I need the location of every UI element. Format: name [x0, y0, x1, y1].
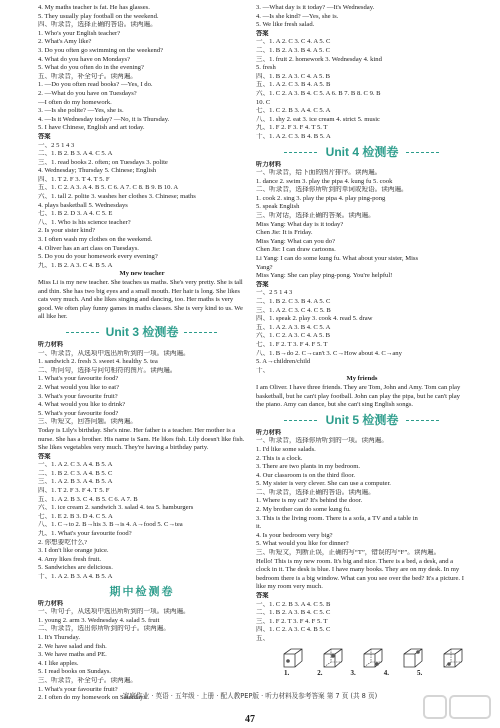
- midterm-line: 1. young 2. arm 3. Wednesday 4. salad 5. fruit: [38, 616, 160, 624]
- unit4-line: 七、1. F 2. T 3. F 4. F 5. T: [256, 340, 328, 348]
- unit4-line: 四、1. speak 2. play 3. cook 4. read 5. draw: [256, 315, 373, 323]
- midterm-answer-line: 十、1. A 2. C 3. B 4. B 5. A: [256, 132, 331, 140]
- unit3-line: 2. What would you like to eat?: [38, 383, 119, 391]
- unit4-content: [256, 161, 468, 376]
- midterm-answer-line: 七、1. C 2. B 3. A 4. C 5. A: [256, 107, 331, 115]
- unit4-line: Miss Yang: What can you do?: [256, 237, 335, 245]
- unit3-answer-line: 十、1. A 2. B 3. A 4. B 5. A: [38, 573, 113, 580]
- left-line: 五、1. C 2. A 3. A 4. B 5. C 6. A 7. C 8. B 9. B 10. A: [38, 184, 179, 192]
- unit5-listening: [256, 429, 468, 558]
- unit3-answer-line: 二、1. B 2. C 3. A 4. B 5. C: [38, 469, 113, 477]
- unit5-answer-line: 三、1. F 2. T 3. F 4. F 5. T: [256, 617, 328, 625]
- left-line: 六、1. tall 2. polite 3. washes her clothes 3. Chinese; maths: [38, 193, 196, 201]
- unit5-answer-line: 二、1. B 2. A 3. B 4. C 5. C: [256, 609, 331, 617]
- friends-text: I am Oliver. I have three friends. They are Tom, John and Amy. Tom can play basketball, but he can't play football. John can play the pipa, but he can't play the piano. Amy can dance, but she can't sing English songs.: [256, 383, 461, 409]
- left-line: 4. plays basketball 5. Wednesdays: [38, 201, 128, 209]
- left-line: 4. My maths teacher is fat. He has glasses.: [38, 4, 150, 11]
- unit4-line: Yang?: [256, 263, 273, 271]
- right-column: [256, 4, 468, 677]
- unit5-answers: [256, 592, 468, 644]
- unit5-line: 2. My brother can do some kung fu.: [256, 506, 351, 514]
- cube-figures: [282, 647, 468, 669]
- cube-figure-1: [282, 647, 304, 669]
- unit4-line: 1. dance 2. swim 3. play the pipa 4. kung fu 5. cook: [256, 177, 393, 185]
- unit4-line: 5. A→children/child: [256, 358, 311, 366]
- unit3-answer-line: 答案: [38, 452, 51, 460]
- unit5-line: 二、听录音，选择正确的答语。读两遍。: [256, 488, 375, 496]
- unit5-line: 听力材料: [256, 428, 282, 436]
- left-line: 七、1. B 2. D 3. A 4. C 5. E: [38, 210, 113, 218]
- cube-figure-5: [442, 647, 464, 669]
- essay-title: My new teacher: [119, 270, 165, 278]
- unit3-answer-line: 5. Sandwiches are delicious.: [38, 564, 113, 572]
- midterm-answer-line: 10. C: [256, 98, 271, 106]
- unit3-line: 听力材料: [38, 340, 64, 348]
- midterm-listening: [38, 600, 246, 703]
- unit3-line: 一、听录音，从选项中选出所听到的一项。读两遍。: [38, 349, 190, 357]
- unit5-heading: Unit 5 检测卷: [256, 412, 468, 428]
- left-line: 5. I have Chinese, English and art today.: [38, 124, 145, 132]
- unit3-answer-line: 四、1. T 2. F 3. F 4. T 5. F: [38, 487, 110, 495]
- left-line: 九、1. B 2. A 3. C 4. B 5. A: [38, 261, 113, 269]
- left-line: 5. They usually play football on the weekend.: [38, 12, 159, 20]
- midterm-answer-line: 四、1. B 2. A 3. C 4. A 5. B: [256, 72, 331, 80]
- left-line: 4. —Is it Wednesday today? —No, it is Thursday.: [38, 115, 170, 123]
- left-line: 4. What do you have on Mondays?: [38, 55, 130, 63]
- midterm-answer-line: 答案: [256, 29, 269, 37]
- cube-labels: [284, 669, 468, 678]
- left-answer-block: [38, 4, 246, 270]
- unit5-line: it.: [256, 523, 262, 531]
- unit4-line: Li Yang: I can do some kung fu. What about your sister, Miss: [256, 255, 419, 263]
- left-line: 三、1. read books 2. often; on Tuesdays 3. polite: [38, 158, 168, 166]
- unit3-answer-line: 一、1. A 2. C 3. A 4. B 5. A: [38, 461, 113, 469]
- cube-label: 2.: [317, 668, 323, 677]
- unit3-heading: Unit 3 检测卷: [38, 324, 246, 340]
- left-line: 1. —Do you often read books? —Yes, I do.: [38, 81, 153, 89]
- left-line: 二、1. B 2. B 3. A 4. C 5. A: [38, 150, 113, 158]
- unit3-answer-line: 3. I don't like orange juice.: [38, 547, 109, 555]
- unit4-line: 一、2 5 1 4 3: [256, 289, 293, 297]
- cube-label: 4.: [383, 668, 389, 677]
- watermark-logo-icon: [422, 692, 494, 722]
- midterm-answer-line: 5. fresh: [256, 64, 276, 72]
- unit3-line: 1. sandwich 2. fresh 3. sweet 4. healthy 5. tea: [38, 358, 158, 366]
- left-line: —I often do my homework.: [38, 98, 112, 106]
- unit5-line: 2. This is a clock.: [256, 454, 303, 462]
- left-line: 2. —What do you have on Tuesdays?: [38, 89, 137, 97]
- midterm-answer-line: 八、1. shy 2. eat 3. ice cream 4. strict 5. music: [256, 115, 380, 123]
- unit3-answer-line: 六、1. ice cream 2. sandwich 3. salad 4. tea 5. hamburgers: [38, 504, 194, 512]
- unit4-line: 听力材料: [256, 160, 282, 168]
- unit3-answer-line: 2. 你想要吃什么?: [38, 538, 88, 546]
- midterm-line: 3. We have maths and PE.: [38, 651, 107, 659]
- unit3-answer-line: 4. Amy likes fresh fruit.: [38, 555, 101, 563]
- unit4-line: 一、听录音，给下面的图片排序。读两遍。: [256, 169, 382, 177]
- midterm-line: 5. I read books on Sundays.: [38, 668, 112, 676]
- left-line: 5. Do you do your homework every evening?: [38, 253, 158, 261]
- left-line: 一、2 5 1 4 3: [38, 141, 75, 149]
- left-line: 2. Is your sister kind?: [38, 227, 95, 235]
- midterm-answer-line: 三、1. fruit 2. homework 3. Wednesday 4. kind: [256, 55, 382, 63]
- unit5-answer-line: 一、1. C 2. B 3. A 4. C 5. B: [256, 600, 331, 608]
- unit3-line: 三、听短文，回答问题。读两遍。: [38, 418, 137, 426]
- cube-label: 1.: [284, 668, 290, 677]
- unit4-line: 5. speak English: [256, 203, 300, 211]
- unit3-answer-line: 八、1. C→to 2. B→his 3. B→is 4. A→food 5. C→tea: [38, 521, 183, 529]
- unit5-answer-line: 五、: [256, 634, 270, 642]
- unit4-line: 1. cook 2. sing 3. play the pipa 4. play ping-pong: [256, 194, 386, 202]
- midterm-line: 听力材料: [38, 599, 64, 607]
- left-line: 五、听录音，补全句子。读两遍。: [38, 72, 137, 80]
- unit5-passage: Hello! This is my new room. It's big and nice. There is a bed, a desk, and a clock in it. The desk is blue. I have many books. They are on my desk. In my bedroom there is a big window. What can you see over the bed? It's a picture. I like my room very much.: [256, 557, 464, 591]
- unit5-line: 5. My sister is very clever. She can use a computer.: [256, 480, 391, 488]
- unit3-line: 二、听问句，选择与问句相符的图片。读两遍。: [38, 366, 177, 374]
- unit3-listening: [38, 341, 246, 427]
- unit5-line: 3. This is the living room. There is a sofa, a TV and a table in: [256, 514, 418, 522]
- unit4-line: Chen Jie: I can draw cartoons.: [256, 246, 336, 254]
- midterm-line: 二、听录音，选出你所听到的句子。读两遍。: [38, 625, 170, 633]
- unit4-heading: Unit 4 检测卷: [256, 144, 468, 160]
- unit4-line: 八、1. B→do 2. C→can't 3. C→How about 4. C→any: [256, 349, 402, 357]
- cube-label: 3.: [350, 668, 356, 677]
- unit5-line: 三、听短文，判断正误，正确的写“T”，错误的写“F”。读两遍。: [256, 549, 441, 557]
- left-line: 3. Do you often go swimming on the weekend?: [38, 46, 164, 54]
- unit4-line: Miss Yang: She can play ping-pong. You're helpful!: [256, 272, 393, 280]
- midterm-answer-line: 六、1. C 2. A 3. B 4. C 5. A 6. B 7. B 8. C 9. B: [256, 89, 381, 97]
- left-line: 2. What's Amy like?: [38, 38, 92, 46]
- left-line: 答案: [38, 132, 51, 140]
- unit4-line: Chen Jie: It is Friday.: [256, 229, 313, 237]
- unit3-answers: [38, 453, 246, 582]
- left-line: 5. What do you often do in the evening?: [38, 64, 144, 72]
- unit5-answer-line: 四、1. C 2. A 3. C 4. B 5. C: [256, 626, 331, 634]
- left-line: 4. Oliver has an art class on Tuesdays.: [38, 244, 139, 252]
- left-line: 4. Wednesday; Thursday 5. Chinese; English: [38, 167, 157, 175]
- unit3-answer-line: 七、1. E 2. B 3. D 4. C 5. A: [38, 512, 113, 520]
- left-line: 四、1. T 2. F 3. T 4. T 5. F: [38, 175, 110, 183]
- midterm-line: 一、听句子，从选项中选出所听到的一项。读两遍。: [38, 608, 190, 616]
- cube-figure-2: [322, 647, 344, 669]
- unit4-line: 十、: [256, 366, 270, 374]
- unit4-line: 六、1. C 2. A 3. C 4. A 5. B: [256, 332, 331, 340]
- midterm-answers: [256, 4, 468, 142]
- unit5-line: 一、听录音，选择你所听到的一项。读两遍。: [256, 437, 388, 445]
- unit4-line: 三、1. A 2. C 3. C 4. C 5. B: [256, 306, 331, 314]
- midterm-answer-line: 九、1. F 2. F 3. F 4. T 5. T: [256, 124, 328, 132]
- unit5-line: 1. I'd like some salads.: [256, 445, 316, 453]
- left-column: [38, 4, 246, 703]
- unit3-line: 1. What's your favourite food?: [38, 375, 119, 383]
- unit4-line: 二、听录音，选择你所听到的单词或短语。读两遍。: [256, 186, 408, 194]
- page-number: 47: [245, 714, 255, 725]
- unit3-answer-line: 三、1. A 2. B 3. A 4. B 5. A: [38, 478, 113, 486]
- midterm-answer-line: 3. —What day is it today? —It's Wednesday.: [256, 4, 375, 11]
- cube-figure-3: [362, 647, 384, 669]
- friends-title: My friends: [346, 375, 378, 383]
- midterm-line: 三、听录音，补全句子。读两遍。: [38, 676, 137, 684]
- left-line: 八、1. Who is his science teacher?: [38, 218, 131, 226]
- cube-label: 5.: [417, 668, 423, 677]
- midterm-answer-line: 4. —Is she kind? —Yes, she is.: [256, 12, 339, 20]
- midterm-line: 2. I often do my homework on Saturdays.: [38, 694, 148, 702]
- unit5-line: 3. There are two plants in my bedroom.: [256, 463, 361, 471]
- midterm-answer-line: 5. We like fresh salad.: [256, 21, 315, 29]
- midterm-answer-line: 五、1. A 2. C 3. B 4. A 5. B: [256, 81, 331, 89]
- cube-figure-4: [402, 647, 424, 669]
- unit3-line: 4. What would you like to drink?: [38, 401, 126, 409]
- unit5-line: 5. What would you like for dinner?: [256, 540, 349, 548]
- essay-text: Miss Li is my new teacher. She teaches us maths. She's very pretty. She is tall and thin. She has two big eyes and a small mouth. Her hair is long. She likes cats very much. And she likes singing and dancing, too. Her maths is very good. We often play funny games in maths classes. She is very kind to us. We all like her.: [38, 279, 243, 321]
- unit4-line: 二、1. B 2. C 3. B 4. A 5. C: [256, 298, 331, 305]
- midterm-heading: 期中检测卷: [109, 584, 175, 598]
- unit3-answer-line: 九、1. What's your favourite food?: [38, 530, 132, 538]
- left-line: 3. I often wash my clothes on the weekend.: [38, 236, 153, 244]
- unit3-line: 5. What's your favourite food?: [38, 409, 119, 417]
- unit3-answer-line: 五、1. A 2. B 3. C 4. B 5. C 6. A 7. B: [38, 495, 138, 503]
- midterm-line: 2. We have salad and fish.: [38, 642, 107, 650]
- unit3-line: 3. What's your favourite fruit?: [38, 392, 118, 400]
- unit4-line: 三、听对话，选择正确的答案。读两遍。: [256, 212, 375, 220]
- unit4-line: Miss Yang: What day is it today?: [256, 220, 344, 228]
- unit3-passage: Today is Lily's birthday. She's nine. Her father is a teacher. Her mother is a nurse. She has a brother. His name is Sam. He likes fish. Lily doesn't like fish. She likes vegetables very much. They're having a birthday party.: [38, 426, 245, 452]
- unit5-line: 4. Is your bedroom very big?: [256, 531, 333, 539]
- left-line: 3. —Is she polite? —Yes, she is.: [38, 107, 124, 115]
- unit4-line: 五、1. A 2. A 3. B 4. C 5. A: [256, 323, 331, 331]
- unit5-line: 1. Where is my cat? It's behind the door.: [256, 497, 363, 505]
- left-line: 四、听录音，选择正确的答语。读两遍。: [38, 21, 157, 29]
- midterm-line: 1. What's your favourite fruit?: [38, 685, 118, 693]
- midterm-line: 1. It's Thursday.: [38, 633, 81, 641]
- unit4-line: 答案: [256, 280, 269, 288]
- page-footer: 家庭作业 · 英语 · 五年级 · 上册 · 配人教PEP版 · 听力材料及参考答案 第 7 页 (共 8 页): [122, 692, 378, 700]
- unit5-line: 4. Our classroom is on the third floor.: [256, 471, 356, 479]
- midterm-line: 4. I like apples.: [38, 659, 79, 667]
- unit5-answer-line: 答案: [256, 592, 269, 599]
- midterm-answer-line: 二、1. B 2. A 3. B 4. A 5. C: [256, 46, 331, 54]
- midterm-answer-line: 一、1. A 2. C 3. C 4. A 5. C: [256, 38, 331, 46]
- left-line: 1. Who's your English teacher?: [38, 29, 121, 37]
